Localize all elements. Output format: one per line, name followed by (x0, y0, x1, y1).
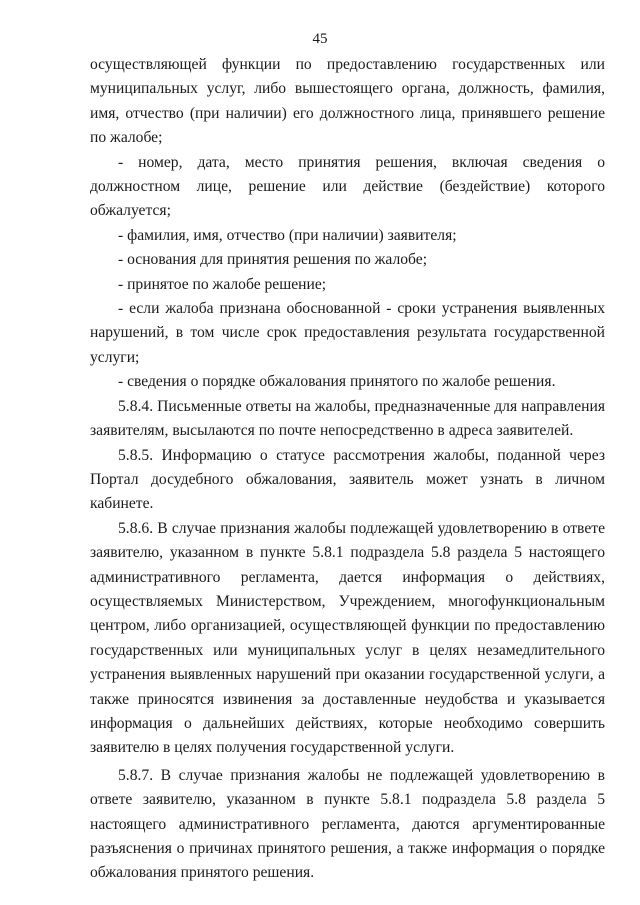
paragraph-5-8-6: 5.8.6. В случае признания жалобы подлежащей удовлетворению в ответе заявителю, указанном в пункте 5.8.1 подраздела 5.8 раздела 5 настоящего административного регламента, дается информация о действиях, осуществляемых Министерством, Учреждением, многофункциональным центром, либо организацией, осуществляющей функции по предоставлению государственных или муниципальных услуг в целях незамедлительного устранения выявленных нарушений при оказании государственной услуги, а также приносятся извинения за доставленные неудобства и указывается информация о дальнейших действиях, которые необходимо совершить заявителю в целях получения государственной услуги. (90, 519, 605, 757)
list-item-decision-details: - номер, дата, место принятия решения, включая сведения о должностном лице, решение или действие (бездействие) которого обжалуется; (90, 153, 605, 220)
paragraph-5-8-7: 5.8.7. В случае признания жалобы не подлежащей удовлетворению в ответе заявителю, указанном в пункте 5.8.1 подраздела 5.8 раздела 5 настоящего административного регламента, даются аргументированные разъяснения о причинах принятого решения, а также информация о порядке обжалования принятого решения. (90, 766, 605, 882)
list-item-remedy-deadlines: - если жалоба признана обоснованной - сроки устранения выявленных нарушений, в том числе срок предоставления результата государственной услуги; (90, 300, 605, 366)
paragraph-5-8-4: 5.8.4. Письменные ответы на жалобы, предназначенные для направления заявителям, высылаются по почте непосредственно в адреса заявителей. (90, 397, 605, 440)
list-item-decision-grounds: - основания для принятия решения по жалобе; (118, 251, 428, 269)
list-item-applicant-name: - фамилия, имя, отчество (при наличии) заявителя; (118, 226, 457, 244)
page-number: 45 (312, 31, 328, 47)
paragraph-5-8-5: 5.8.5. Информацию о статусе рассмотрения жалобы, поданной через Портал досудебного обжалования, заявитель может узнать в личном кабинете. (90, 446, 605, 513)
list-item-appeal-procedure: - сведения о порядке обжалования принятого по жалобе решения. (118, 373, 556, 391)
document-body (90, 53, 605, 886)
paragraph-continuation: осуществляющей функции по предоставлению государственных или муниципальных услуг, либо вышестоящего органа, должность, фамилия, имя, отчество (при наличии) его должностного лица, принявшего решение по жалобе; (90, 56, 605, 147)
list-item-decision: - принятое по жалобе решение; (118, 275, 327, 293)
